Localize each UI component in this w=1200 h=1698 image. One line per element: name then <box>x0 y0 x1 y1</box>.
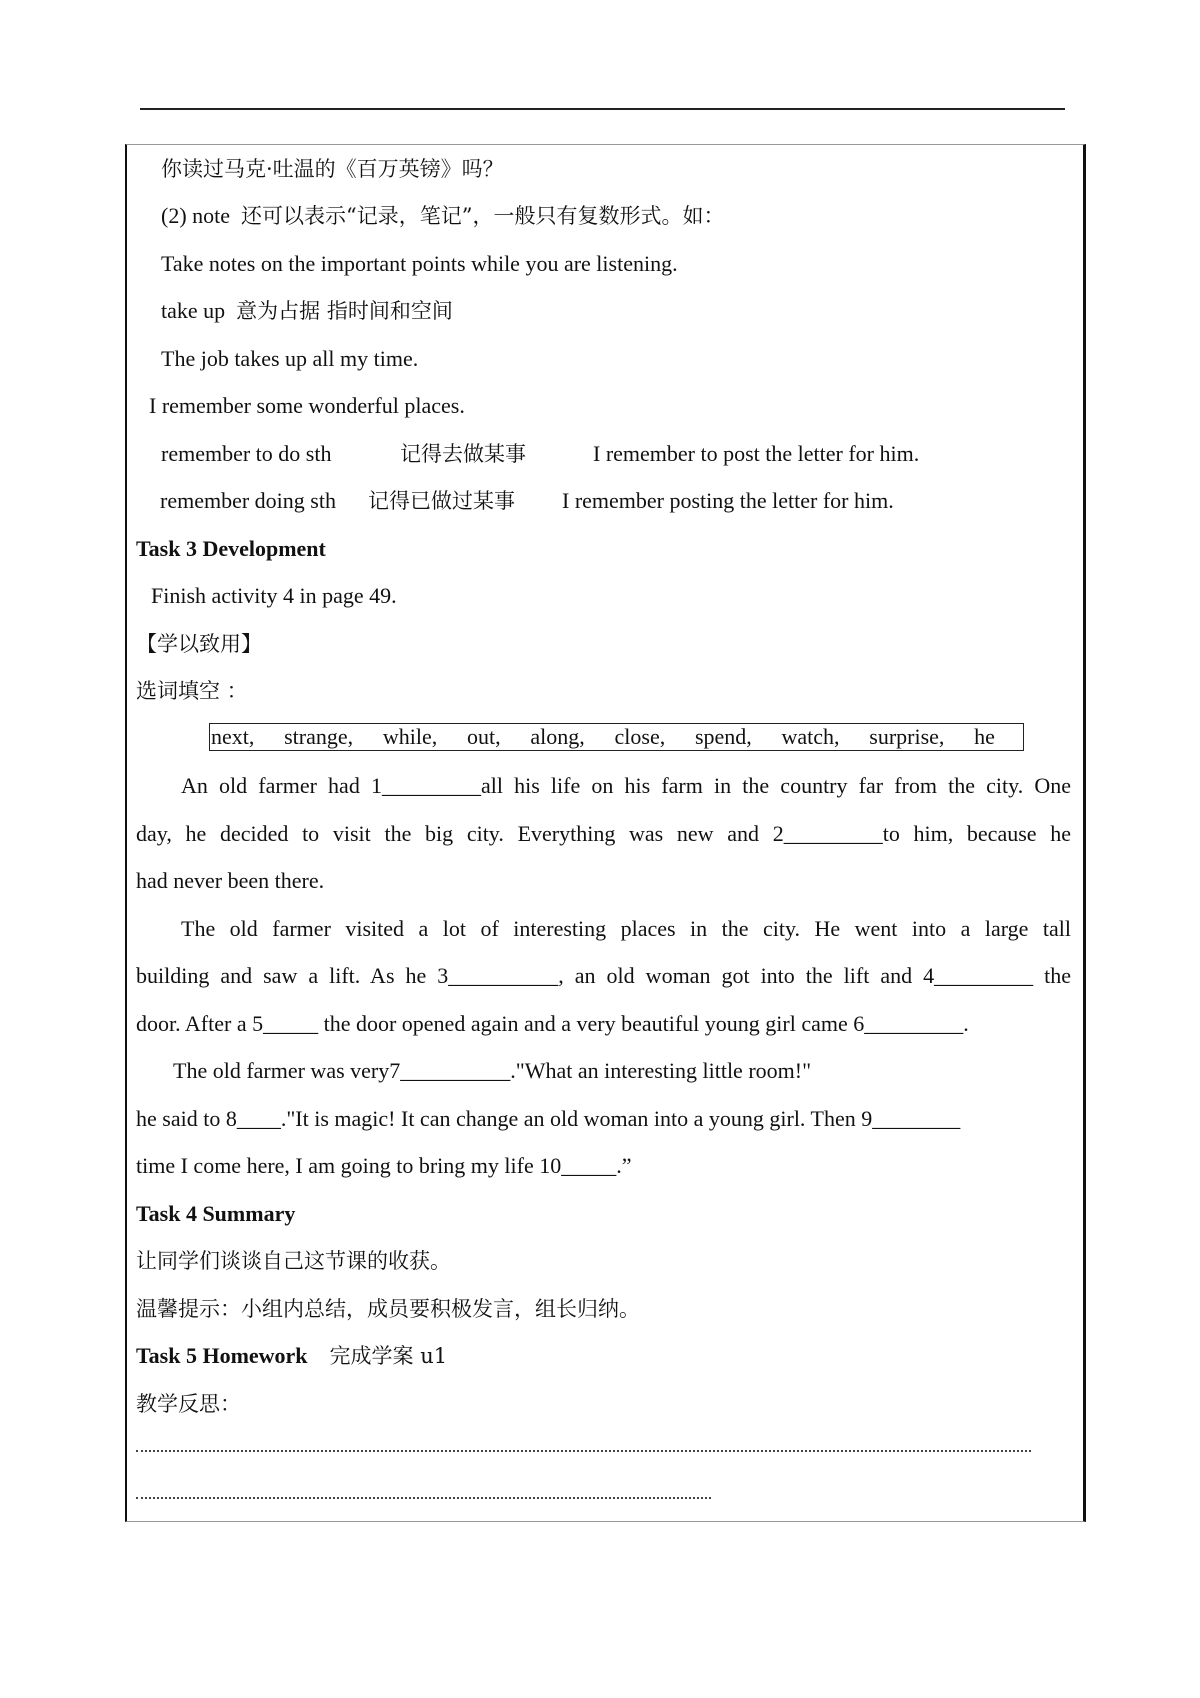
word: surprise, <box>869 724 945 749</box>
text-line <box>160 486 1060 516</box>
term: remember doing sth <box>160 488 336 513</box>
header-rule <box>140 108 1065 110</box>
word-box <box>209 723 1024 751</box>
story-line: had never been there. <box>136 868 325 893</box>
term: (2) note <box>161 203 231 228</box>
story-line: he said to 8____."It is magic! It can change an old woman into a young girl. Then 9________ <box>136 1106 961 1131</box>
story-line: day, he decided to visit the big city. Everything was new and 2_________to him, because he <box>136 821 1071 846</box>
text-line: 选词填空 ： <box>136 679 248 703</box>
word: close, <box>614 724 666 749</box>
text-line: Take notes on the important points while you are listening. <box>161 251 678 276</box>
explanation: 记得去做某事 <box>400 442 526 466</box>
text-line <box>161 296 453 326</box>
section-heading: Task 5 Homework <box>136 1343 308 1368</box>
text-line: Finish activity 4 in page 49. <box>151 583 397 608</box>
text-line <box>136 1341 447 1371</box>
example: I remember posting the letter for him. <box>562 488 894 513</box>
reflection-dotted-line <box>136 1497 711 1499</box>
word: he <box>974 724 995 749</box>
story-line: An old farmer had 1_________all his life on his farm in the country far from the city. One <box>181 773 1071 798</box>
word: watch, <box>781 724 840 749</box>
term: remember to do sth <box>161 441 332 466</box>
reflection-dotted-line <box>136 1450 1031 1452</box>
text-line: I remember some wonderful places. <box>149 393 465 418</box>
text-line: 教学反思： <box>136 1392 241 1416</box>
explanation: 意为占据 指时间和空间 <box>236 299 453 323</box>
word: next, <box>211 724 255 749</box>
section-heading: Task 4 Summary <box>136 1201 296 1226</box>
story-line: The old farmer visited a lot of interesting places in the city. He went into a large tall <box>181 916 1071 941</box>
story-line: time I come here, I am going to bring my life 10_____.” <box>136 1153 632 1178</box>
text-line: 你读过马克·吐温的《百万英镑》吗？ <box>161 157 504 181</box>
word: strange, <box>284 724 354 749</box>
word: out, <box>467 724 501 749</box>
text-line: The job takes up all my time. <box>161 346 419 371</box>
word: while, <box>382 724 438 749</box>
section-heading: Task 3 Development <box>136 536 326 561</box>
story-line: The old farmer was very7__________."What an interesting little room!" <box>173 1058 812 1083</box>
text-line <box>161 439 1061 469</box>
term: take up <box>161 298 226 323</box>
example: I remember to post the letter for him. <box>593 441 920 466</box>
story-line: door. After a 5_____ the door opened again and a very beautiful young girl came 6_________. <box>136 1011 969 1036</box>
word: spend, <box>694 724 752 749</box>
story-line: building and saw a lift. As he 3__________, an old woman got into the lift and 4_________ the <box>136 963 1071 988</box>
explanation: 还可以表示“记录，笔记”，一般只有复数形式。如： <box>241 204 725 228</box>
text-line: 温馨提示：小组内总结，成员要积极发言，组长归纳。 <box>136 1297 640 1321</box>
explanation: 记得已做过某事 <box>368 489 515 513</box>
word: along, <box>530 724 585 749</box>
text-line: 让同学们谈谈自己这节课的收获。 <box>136 1249 451 1273</box>
homework-text: 完成学案 u1 <box>329 1344 448 1368</box>
text-line <box>161 201 725 231</box>
text-line: 【学以致用】 <box>136 632 262 656</box>
